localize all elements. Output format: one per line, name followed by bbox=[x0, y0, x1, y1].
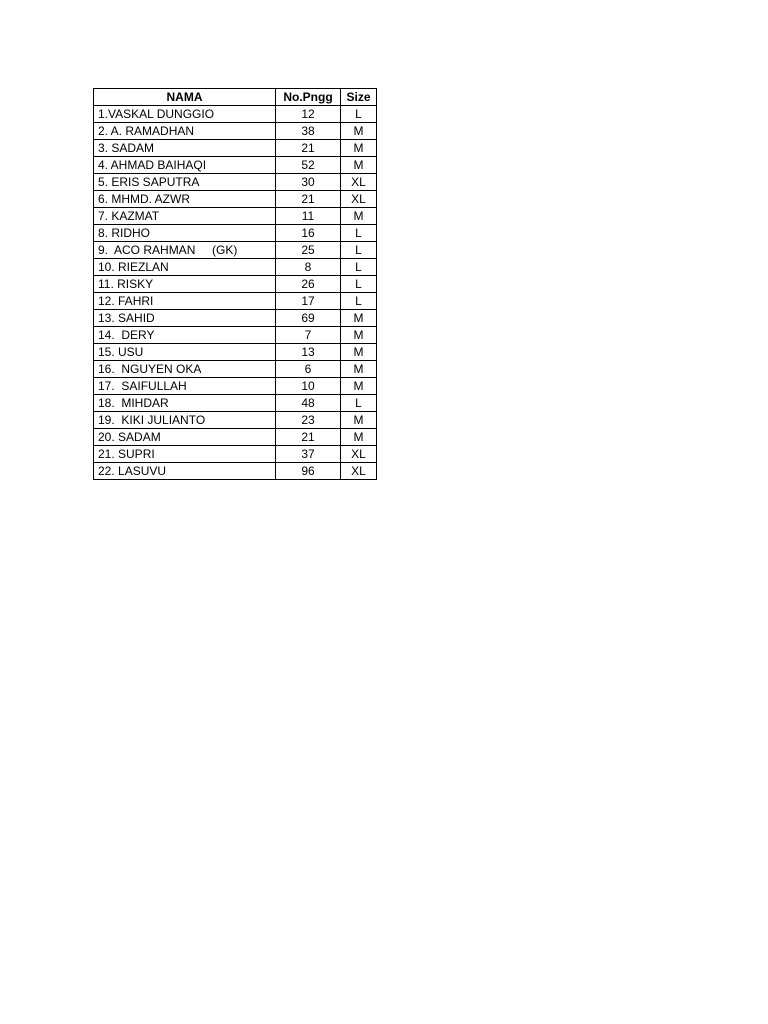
cell-nama: 20. SADAM bbox=[94, 429, 276, 446]
cell-no-pngg: 48 bbox=[276, 395, 341, 412]
table-row bbox=[94, 191, 377, 208]
table-row bbox=[94, 208, 377, 225]
cell-nama: 8. RIDHO bbox=[94, 225, 276, 242]
cell-no-pngg: 10 bbox=[276, 378, 341, 395]
table-row bbox=[94, 361, 377, 378]
cell-no-pngg: 13 bbox=[276, 344, 341, 361]
cell-size: L bbox=[341, 395, 377, 412]
cell-no-pngg: 96 bbox=[276, 463, 341, 480]
cell-nama: 9. ACO RAHMAN (GK) bbox=[94, 242, 276, 259]
cell-no-pngg: 21 bbox=[276, 140, 341, 157]
cell-size: M bbox=[341, 157, 377, 174]
cell-size: M bbox=[341, 361, 377, 378]
table-row bbox=[94, 446, 377, 463]
cell-size: M bbox=[341, 429, 377, 446]
cell-no-pngg: 6 bbox=[276, 361, 341, 378]
cell-nama: 4. AHMAD BAIHAQI bbox=[94, 157, 276, 174]
cell-no-pngg: 37 bbox=[276, 446, 341, 463]
cell-size: L bbox=[341, 242, 377, 259]
cell-size: M bbox=[341, 123, 377, 140]
table-row bbox=[94, 463, 377, 480]
cell-nama: 1.VASKAL DUNGGIO bbox=[94, 106, 276, 123]
cell-no-pngg: 52 bbox=[276, 157, 341, 174]
cell-no-pngg: 7 bbox=[276, 327, 341, 344]
cell-nama: 21. SUPRI bbox=[94, 446, 276, 463]
cell-size: M bbox=[341, 344, 377, 361]
table-row bbox=[94, 140, 377, 157]
cell-no-pngg: 12 bbox=[276, 106, 341, 123]
cell-size: L bbox=[341, 225, 377, 242]
table-row bbox=[94, 395, 377, 412]
table-row bbox=[94, 293, 377, 310]
header-size: Size bbox=[341, 89, 377, 106]
table-body bbox=[94, 106, 377, 480]
cell-nama: 11. RISKY bbox=[94, 276, 276, 293]
cell-size: M bbox=[341, 378, 377, 395]
cell-no-pngg: 21 bbox=[276, 191, 341, 208]
cell-size: M bbox=[341, 412, 377, 429]
table-row bbox=[94, 344, 377, 361]
cell-nama: 14. DERY bbox=[94, 327, 276, 344]
cell-size: L bbox=[341, 293, 377, 310]
cell-no-pngg: 11 bbox=[276, 208, 341, 225]
cell-no-pngg: 25 bbox=[276, 242, 341, 259]
cell-size: XL bbox=[341, 191, 377, 208]
header-row bbox=[94, 89, 377, 106]
table-row bbox=[94, 378, 377, 395]
cell-no-pngg: 26 bbox=[276, 276, 341, 293]
cell-nama: 17. SAIFULLAH bbox=[94, 378, 276, 395]
cell-size: XL bbox=[341, 446, 377, 463]
table-row bbox=[94, 276, 377, 293]
cell-size: M bbox=[341, 140, 377, 157]
cell-nama: 19. KIKI JULIANTO bbox=[94, 412, 276, 429]
cell-size: L bbox=[341, 106, 377, 123]
cell-no-pngg: 21 bbox=[276, 429, 341, 446]
cell-nama: 7. KAZMAT bbox=[94, 208, 276, 225]
cell-size: L bbox=[341, 276, 377, 293]
header-no-pngg: No.Pngg bbox=[276, 89, 341, 106]
cell-no-pngg: 38 bbox=[276, 123, 341, 140]
cell-nama: 16. NGUYEN OKA bbox=[94, 361, 276, 378]
roster-table bbox=[93, 88, 377, 480]
table-row bbox=[94, 327, 377, 344]
table-row bbox=[94, 412, 377, 429]
cell-nama: 18. MIHDAR bbox=[94, 395, 276, 412]
cell-size: L bbox=[341, 259, 377, 276]
cell-nama: 3. SADAM bbox=[94, 140, 276, 157]
cell-nama: 15. USU bbox=[94, 344, 276, 361]
cell-nama: 6. MHMD. AZWR bbox=[94, 191, 276, 208]
cell-no-pngg: 69 bbox=[276, 310, 341, 327]
table-row bbox=[94, 123, 377, 140]
cell-size: M bbox=[341, 208, 377, 225]
cell-size: XL bbox=[341, 174, 377, 191]
table-row bbox=[94, 225, 377, 242]
table-row bbox=[94, 174, 377, 191]
cell-nama: 12. FAHRI bbox=[94, 293, 276, 310]
header-nama: NAMA bbox=[94, 89, 276, 106]
table-row bbox=[94, 242, 377, 259]
table-row bbox=[94, 106, 377, 123]
cell-nama: 13. SAHID bbox=[94, 310, 276, 327]
table-row bbox=[94, 259, 377, 276]
cell-size: XL bbox=[341, 463, 377, 480]
cell-no-pngg: 17 bbox=[276, 293, 341, 310]
cell-nama: 2. A. RAMADHAN bbox=[94, 123, 276, 140]
cell-no-pngg: 23 bbox=[276, 412, 341, 429]
cell-size: M bbox=[341, 310, 377, 327]
cell-no-pngg: 30 bbox=[276, 174, 341, 191]
cell-no-pngg: 16 bbox=[276, 225, 341, 242]
table-row bbox=[94, 429, 377, 446]
table-row bbox=[94, 310, 377, 327]
table-row bbox=[94, 157, 377, 174]
cell-nama: 10. RIEZLAN bbox=[94, 259, 276, 276]
cell-size: M bbox=[341, 327, 377, 344]
cell-nama: 22. LASUVU bbox=[94, 463, 276, 480]
cell-nama: 5. ERIS SAPUTRA bbox=[94, 174, 276, 191]
cell-no-pngg: 8 bbox=[276, 259, 341, 276]
